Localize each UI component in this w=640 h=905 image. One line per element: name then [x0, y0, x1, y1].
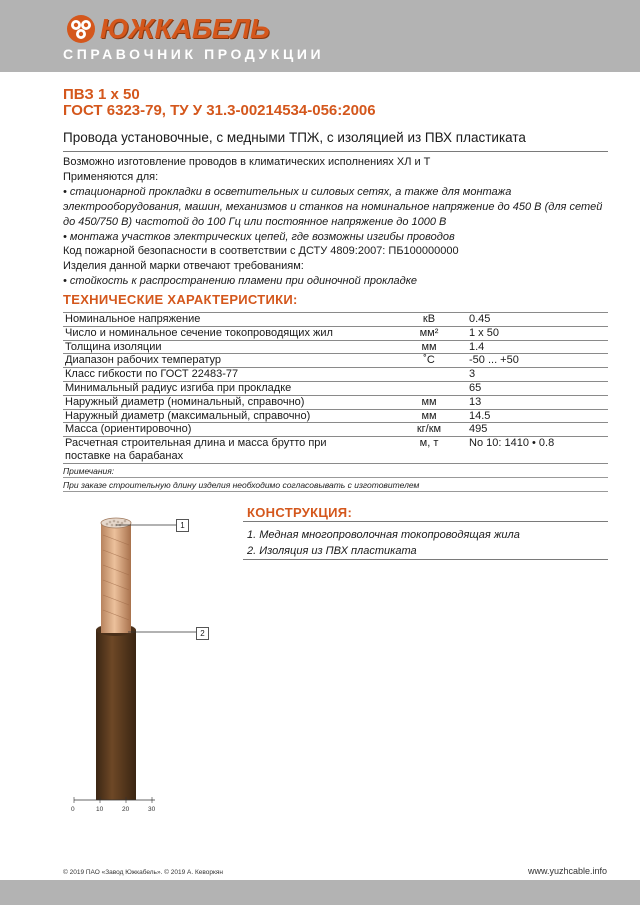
spec-row [63, 423, 608, 437]
spec-value: 495 [461, 423, 608, 437]
spec-value: 0.45 [461, 313, 608, 327]
callout-label-1: 1 [176, 519, 189, 532]
apply-item-cont: электрооборудования, машин, механизмов и станков на номинальное напряжение до 450 В (для сетей [63, 200, 603, 213]
catalog-subtitle: СПРАВОЧНИК ПРОДУКЦИИ [63, 46, 325, 62]
spec-param: Класс гибкости по ГОСТ 22483-77 [63, 368, 397, 382]
spec-unit [397, 368, 461, 382]
divider [243, 559, 608, 560]
scale-tick-label: 20 [122, 806, 130, 813]
spec-row [63, 340, 608, 354]
spec-param: Минимальный радиус изгиба при прокладке [63, 381, 397, 395]
spec-param: Наружный диаметр (максимальный, справочно) [63, 409, 397, 423]
brand-logo[interactable] [66, 13, 270, 45]
notes-text: При заказе строительную длину изделия необходимо согласовывать с изготовителем [63, 480, 420, 490]
spec-value: No 10: 1410 • 0.8 [461, 437, 608, 464]
apply-item: • стационарной прокладки в осветительных и силовых сетях, а также для монтажа [63, 185, 512, 198]
callout-label-2: 2 [196, 627, 209, 640]
divider [63, 491, 608, 492]
scale-tick-label: 10 [96, 806, 104, 813]
footer-website-link[interactable]: www.yuzhcable.info [527, 866, 607, 876]
footer-copyright: © 2019 ПАО «Завод Южкабель». © 2019 А. Кеворкян [63, 869, 223, 876]
spec-row [63, 381, 608, 395]
spec-value: 65 [461, 381, 608, 395]
spec-param: Диапазон рабочих температур [63, 354, 397, 368]
spec-unit: мм [397, 340, 461, 354]
divider [63, 151, 608, 152]
divider [243, 521, 608, 522]
requirements-title: Изделия данной марки отвечают требованиям: [63, 260, 304, 273]
spec-param-line: Расчетная строительная длина и масса брутто при [65, 437, 327, 450]
spec-param: Масса (ориентировочно) [63, 423, 397, 437]
product-standard: ГОСТ 6323-79, ТУ У 31.3-00214534-056:2006 [63, 102, 376, 119]
apply-title: Применяются для: [63, 170, 159, 183]
insulation [96, 630, 136, 800]
spec-unit: мм [397, 395, 461, 409]
apply-item-cont: до 450/750 В) частотой до 100 Гц или постоянное напряжение до 1000 В [63, 215, 447, 228]
product-description: Провода установочные, с медными ТПЖ, с изоляцией из ПВХ пластиката [63, 130, 526, 145]
spec-row [63, 395, 608, 409]
spec-unit [397, 381, 461, 395]
copper-conductor [101, 523, 131, 633]
spec-unit: ˚С [397, 354, 461, 368]
spec-value: 13 [461, 395, 608, 409]
spec-row [63, 326, 608, 340]
spec-unit: кВ [397, 313, 461, 327]
climate-note: Возможно изготовление проводов в климатических исполнениях ХЛ и Т [63, 156, 431, 168]
spec-param [63, 437, 397, 464]
spec-value: 1.4 [461, 340, 608, 354]
spec-value: 14.5 [461, 409, 608, 423]
product-title: ПВЗ 1 x 50 [63, 86, 140, 103]
spec-row [63, 354, 608, 368]
spec-param: Число и номинальное сечение токопроводящих жил [63, 326, 397, 340]
apply-item: • монтажа участков электрических цепей, где возможны изгибы проводов [63, 230, 455, 243]
spec-unit: кг/км [397, 423, 461, 437]
brand-name: ЮЖКАБЕЛЬ [100, 13, 270, 44]
spec-param: Толщина изоляции [63, 340, 397, 354]
fire-code: Код пожарной безопасности в соответствии с ДСТУ 4809:2007: ПБ100000000 [63, 245, 459, 258]
spec-row [63, 368, 608, 382]
logo-cable-icon [66, 14, 96, 44]
spec-value: -50 ... +50 [461, 354, 608, 368]
spec-param: Номинальное напряжение [63, 313, 397, 327]
construction-title: КОНСТРУКЦИЯ: [247, 505, 353, 520]
spec-row [63, 437, 608, 464]
conductor-end [101, 518, 131, 528]
specs-table [63, 312, 608, 464]
scale-tick-label: 0 [71, 806, 75, 813]
spec-unit: мм [397, 409, 461, 423]
notes-title: Примечания: [63, 466, 115, 476]
divider [63, 477, 608, 478]
spec-row [63, 409, 608, 423]
spec-param-line: поставке на барабанах [65, 449, 184, 462]
spec-unit: мм² [397, 326, 461, 340]
product-info [63, 155, 608, 289]
footer-bar [0, 880, 640, 905]
requirement-item: • стойкость к распространению пламени при одиночной прокладке [63, 275, 418, 288]
specs-title: ТЕХНИЧЕСКИЕ ХАРАКТЕРИСТИКИ: [63, 292, 298, 307]
cable-cross-section-drawing [40, 505, 220, 805]
construction-item: 2. Изоляция из ПВХ пластиката [247, 545, 417, 557]
spec-row [63, 313, 608, 327]
construction-list [247, 527, 520, 559]
construction-item: 1. Медная многопроволочная токопроводящая жила [247, 529, 520, 541]
spec-value: 3 [461, 368, 608, 382]
spec-value: 1 x 50 [461, 326, 608, 340]
scale-tick-label: 30 [148, 806, 156, 813]
spec-unit: м, т [397, 437, 461, 464]
spec-param: Наружный диаметр (номинальный, справочно) [63, 395, 397, 409]
